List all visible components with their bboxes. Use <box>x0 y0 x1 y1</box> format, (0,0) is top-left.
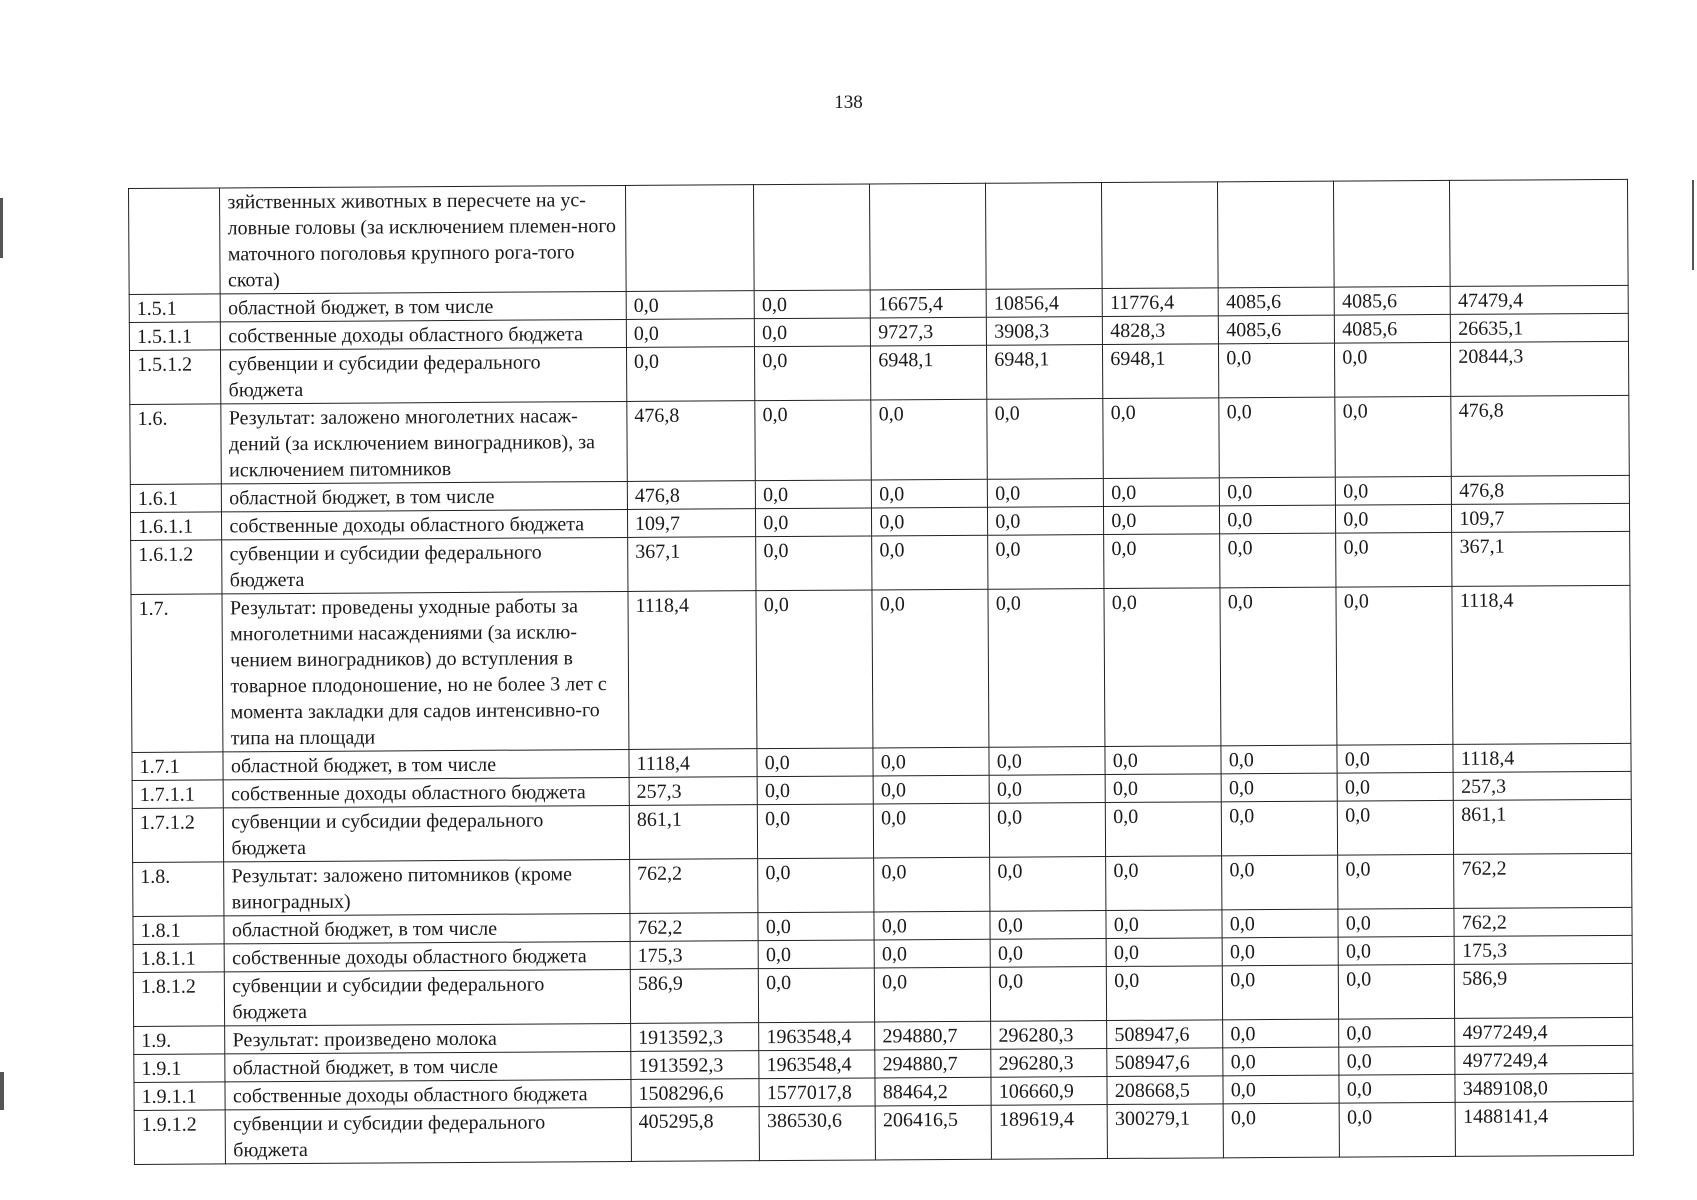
row-value: 0,0 <box>872 479 988 508</box>
row-value: 1118,4 <box>629 749 757 778</box>
row-value: 0,0 <box>756 536 872 591</box>
row-value: 257,3 <box>629 777 757 806</box>
row-value: 109,7 <box>627 509 755 538</box>
row-value: 9727,3 <box>871 317 987 346</box>
row-value: 0,0 <box>990 911 1106 940</box>
row-total-value: 762,2 <box>1454 853 1632 908</box>
table-row <box>129 179 1629 294</box>
row-total-value: 762,2 <box>1454 907 1632 936</box>
row-value: 386530,6 <box>759 1106 875 1161</box>
binding-mark-top <box>0 198 3 258</box>
row-total-value: 4977249,4 <box>1455 1045 1633 1074</box>
row-value: 0,0 <box>1223 1019 1339 1048</box>
table-row <box>133 853 1632 916</box>
row-total-value: 20844,3 <box>1451 341 1629 396</box>
row-value: 0,0 <box>989 775 1105 804</box>
row-description: областной бюджет, в том числе <box>224 913 630 943</box>
row-value: 0,0 <box>1339 1046 1455 1075</box>
row-value: 0,0 <box>872 589 989 748</box>
row-value: 0,0 <box>872 507 988 536</box>
row-value: 0,0 <box>873 747 989 776</box>
row-value: 476,8 <box>627 481 755 510</box>
row-value: 0,0 <box>1223 1075 1339 1104</box>
row-value <box>1334 180 1451 287</box>
row-value <box>1218 181 1335 288</box>
row-code: 1.7.1.2 <box>132 808 224 863</box>
row-description: Результат: произведено молока <box>225 1023 631 1053</box>
row-code <box>129 188 221 295</box>
row-value: 0,0 <box>871 399 988 480</box>
row-value: 0,0 <box>1338 854 1454 909</box>
row-value: 0,0 <box>1339 1102 1455 1157</box>
row-value: 861,1 <box>629 805 758 860</box>
row-description: субвенции и субсидии федерального бюджета <box>226 1107 632 1163</box>
row-value: 0,0 <box>1104 506 1220 535</box>
row-total-value: 175,3 <box>1454 935 1632 964</box>
row-value: 0,0 <box>874 939 990 968</box>
row-value: 0,0 <box>989 747 1105 776</box>
row-value: 586,9 <box>630 969 759 1024</box>
row-value: 0,0 <box>1220 477 1336 506</box>
row-code: 1.8. <box>133 862 225 917</box>
row-code: 1.7.1 <box>132 752 224 781</box>
row-value: 0,0 <box>1104 534 1220 589</box>
row-total-value: 1488141,4 <box>1455 1101 1633 1156</box>
page-number: 138 <box>834 92 863 113</box>
row-value: 0,0 <box>1222 909 1338 938</box>
row-total-value: 257,3 <box>1453 771 1631 800</box>
row-value: 0,0 <box>755 400 872 481</box>
row-value: 0,0 <box>756 508 872 537</box>
row-value: 0,0 <box>755 346 871 401</box>
row-value: 0,0 <box>1222 801 1338 856</box>
row-value: 0,0 <box>1339 964 1455 1019</box>
row-value: 206416,5 <box>875 1105 991 1160</box>
row-total-value: 1118,4 <box>1453 743 1631 772</box>
row-value: 0,0 <box>874 857 990 912</box>
row-value: 4085,6 <box>1334 286 1450 315</box>
row-value: 367,1 <box>628 537 757 592</box>
table-row <box>133 963 1632 1026</box>
row-code: 1.5.1 <box>129 294 221 323</box>
row-value: 0,0 <box>755 318 871 347</box>
row-value: 0,0 <box>1222 855 1338 910</box>
row-value: 4085,6 <box>1219 315 1335 344</box>
row-value: 0,0 <box>1335 396 1452 477</box>
row-value: 294880,7 <box>875 1049 991 1078</box>
row-total-value: 861,1 <box>1454 799 1632 854</box>
row-value: 0,0 <box>875 967 991 1022</box>
row-value: 1963548,4 <box>759 1022 875 1051</box>
row-code: 1.9. <box>134 1026 226 1055</box>
row-total-value: 109,7 <box>1452 503 1630 532</box>
row-value: 0,0 <box>759 968 875 1023</box>
row-description: Результат: заложено питомников (кроме виноградных) <box>224 859 630 915</box>
row-value: 0,0 <box>756 590 873 749</box>
table-row <box>131 585 1631 752</box>
row-code: 1.8.1 <box>133 916 225 945</box>
binding-mark-bottom <box>0 1072 4 1110</box>
row-total-value: 476,8 <box>1452 475 1630 504</box>
row-total-value: 47479,4 <box>1450 285 1628 314</box>
row-value: 0,0 <box>1339 1074 1455 1103</box>
row-description: Результат: заложено многолетних насаж-дений (за исключением виноградников), за исключением питомников <box>221 401 627 483</box>
row-value: 0,0 <box>1106 856 1222 911</box>
row-description: субвенции и субсидии федерального бюджета <box>222 537 628 593</box>
row-value: 0,0 <box>1104 478 1220 507</box>
row-value: 0,0 <box>626 347 755 402</box>
row-value: 0,0 <box>758 804 874 859</box>
row-description: областной бюджет, в том числе <box>222 481 628 511</box>
row-code: 1.9.1.1 <box>134 1082 226 1111</box>
row-value: 0,0 <box>988 507 1104 536</box>
row-value: 0,0 <box>757 748 873 777</box>
row-code: 1.7. <box>131 594 223 753</box>
row-value: 296280,3 <box>991 1049 1107 1078</box>
row-value: 0,0 <box>1338 800 1454 855</box>
row-value: 762,2 <box>630 913 758 942</box>
row-description: собственные доходы областного бюджета <box>224 941 630 971</box>
row-value: 0,0 <box>1103 398 1220 479</box>
row-description: собственные доходы областного бюджета <box>223 777 629 807</box>
row-total-value: 586,9 <box>1455 963 1633 1018</box>
row-value: 0,0 <box>1106 910 1222 939</box>
row-value: 0,0 <box>1336 476 1452 505</box>
row-value: 294880,7 <box>875 1021 991 1050</box>
row-value: 508947,6 <box>1107 1048 1223 1077</box>
row-value: 762,2 <box>630 859 759 914</box>
row-value: 88464,2 <box>875 1077 991 1106</box>
row-total-value: 26635,1 <box>1451 313 1629 342</box>
row-code: 1.8.1.2 <box>133 972 225 1027</box>
row-value: 1913592,3 <box>631 1051 759 1080</box>
row-value: 0,0 <box>1219 397 1336 478</box>
row-value: 0,0 <box>1335 342 1451 397</box>
row-description: собственные доходы областного бюджета <box>222 509 628 539</box>
row-value: 0,0 <box>991 967 1107 1022</box>
row-value: 0,0 <box>1336 532 1452 587</box>
row-value: 1118,4 <box>628 591 757 750</box>
row-value: 0,0 <box>626 291 754 320</box>
row-value: 0,0 <box>1338 936 1454 965</box>
row-value: 0,0 <box>1337 772 1453 801</box>
row-value: 0,0 <box>988 589 1105 748</box>
row-value: 0,0 <box>990 939 1106 968</box>
row-value: 0,0 <box>754 290 870 319</box>
row-value: 405295,8 <box>631 1107 760 1162</box>
row-value: 0,0 <box>1221 745 1337 774</box>
row-value: 0,0 <box>1220 533 1336 588</box>
row-value: 1913592,3 <box>631 1023 759 1052</box>
row-description: Результат: проведены уходные работы за многолетними насаждениями (за исклю-чением виноградников) до вступления в товарное плодоношение, но не более 3 лет с момента закладки для садов интенсивно-го типа на площади <box>222 591 629 751</box>
row-value: 0,0 <box>990 857 1106 912</box>
row-total-value <box>1450 179 1628 286</box>
row-code: 1.6.1.1 <box>130 512 222 541</box>
row-value: 0,0 <box>1219 343 1335 398</box>
row-code: 1.5.1.2 <box>129 350 221 405</box>
row-value: 175,3 <box>630 941 758 970</box>
row-value: 0,0 <box>626 319 754 348</box>
row-value: 10856,4 <box>986 289 1102 318</box>
row-value: 0,0 <box>1222 937 1338 966</box>
row-value: 0,0 <box>1223 1047 1339 1076</box>
row-value: 0,0 <box>1104 588 1221 747</box>
table-row <box>129 341 1628 404</box>
row-code: 1.5.1.1 <box>129 322 221 351</box>
row-value: 4085,6 <box>1335 314 1451 343</box>
row-value: 0,0 <box>1338 908 1454 937</box>
row-value: 0,0 <box>1223 965 1339 1020</box>
row-code: 1.7.1.1 <box>132 780 224 809</box>
row-value: 0,0 <box>1105 746 1221 775</box>
row-value: 476,8 <box>627 401 756 482</box>
row-description: областной бюджет, в том числе <box>225 1051 631 1081</box>
row-value: 0,0 <box>990 803 1106 858</box>
table-row <box>131 531 1630 594</box>
row-value: 0,0 <box>874 911 990 940</box>
row-value: 0,0 <box>1106 802 1222 857</box>
row-code: 1.6. <box>130 404 222 485</box>
row-total-value: 1118,4 <box>1452 585 1631 744</box>
row-description: зяйственных животных в пересчете на ус-ловные головы (за исключением племен-ного маточного поголовья крупного рога-того скота) <box>220 185 626 293</box>
row-value: 0,0 <box>1220 505 1336 534</box>
row-value: 6948,1 <box>871 345 987 400</box>
row-value: 6948,1 <box>987 345 1103 400</box>
row-value: 0,0 <box>756 480 872 509</box>
row-code: 1.8.1.1 <box>133 944 225 973</box>
table-row <box>134 1101 1633 1164</box>
row-value: 0,0 <box>758 858 874 913</box>
row-value: 0,0 <box>758 912 874 941</box>
row-value: 0,0 <box>1337 744 1453 773</box>
row-value: 0,0 <box>1339 1018 1455 1047</box>
row-value: 0,0 <box>1106 938 1222 967</box>
row-value: 0,0 <box>872 535 988 590</box>
row-value: 3908,3 <box>987 317 1103 346</box>
row-value <box>870 183 987 290</box>
table-row <box>130 395 1629 484</box>
row-total-value: 3489108,0 <box>1455 1073 1633 1102</box>
row-code: 1.9.1.2 <box>134 1110 226 1165</box>
row-description: субвенции и субсидии федерального бюджета <box>224 805 630 861</box>
binding-mark-right <box>1692 180 1694 270</box>
row-value: 0,0 <box>1221 773 1337 802</box>
budget-table <box>128 179 1634 1165</box>
row-description: собственные доходы областного бюджета <box>221 319 627 349</box>
table-row <box>132 799 1631 862</box>
row-value <box>625 185 754 292</box>
row-description: областной бюджет, в том числе <box>223 749 629 779</box>
row-description: субвенции и субсидии федерального бюджета <box>221 347 627 403</box>
row-value: 11776,4 <box>1102 288 1218 317</box>
row-value: 0,0 <box>988 479 1104 508</box>
row-value: 4828,3 <box>1103 316 1219 345</box>
row-value <box>986 183 1103 290</box>
row-description: собственные доходы областного бюджета <box>225 1079 631 1109</box>
row-value: 0,0 <box>1220 587 1337 746</box>
row-value: 189619,4 <box>991 1105 1107 1160</box>
row-description: областной бюджет, в том числе <box>221 291 627 321</box>
row-value: 296280,3 <box>991 1021 1107 1050</box>
row-value: 0,0 <box>1223 1103 1339 1158</box>
row-description: субвенции и субсидии федерального бюджета <box>225 969 631 1025</box>
table-body <box>129 179 1634 1164</box>
row-value: 0,0 <box>758 940 874 969</box>
row-value: 0,0 <box>757 776 873 805</box>
row-total-value: 4977249,4 <box>1455 1017 1633 1046</box>
row-value: 300279,1 <box>1107 1104 1223 1159</box>
row-value: 0,0 <box>874 803 990 858</box>
row-value: 0,0 <box>1336 504 1452 533</box>
row-value: 0,0 <box>1107 966 1223 1021</box>
row-total-value: 367,1 <box>1452 531 1630 586</box>
row-value: 0,0 <box>987 399 1104 480</box>
row-value: 16675,4 <box>870 289 986 318</box>
row-value <box>1102 182 1219 289</box>
row-value: 4085,6 <box>1218 287 1334 316</box>
row-value: 208668,5 <box>1107 1076 1223 1105</box>
row-value: 0,0 <box>1336 586 1453 745</box>
row-value <box>754 184 871 291</box>
row-value: 0,0 <box>1105 774 1221 803</box>
row-value: 0,0 <box>988 535 1104 590</box>
row-value: 106660,9 <box>991 1077 1107 1106</box>
row-code: 1.9.1 <box>134 1054 226 1083</box>
row-code: 1.6.1.2 <box>131 540 223 595</box>
row-value: 508947,6 <box>1107 1020 1223 1049</box>
row-value: 6948,1 <box>1103 344 1219 399</box>
row-value: 0,0 <box>873 775 989 804</box>
row-value: 1577017,8 <box>759 1078 875 1107</box>
row-code: 1.6.1 <box>130 484 222 513</box>
row-value: 1508296,6 <box>631 1079 759 1108</box>
row-value: 1963548,4 <box>759 1050 875 1079</box>
row-total-value: 476,8 <box>1451 395 1629 476</box>
